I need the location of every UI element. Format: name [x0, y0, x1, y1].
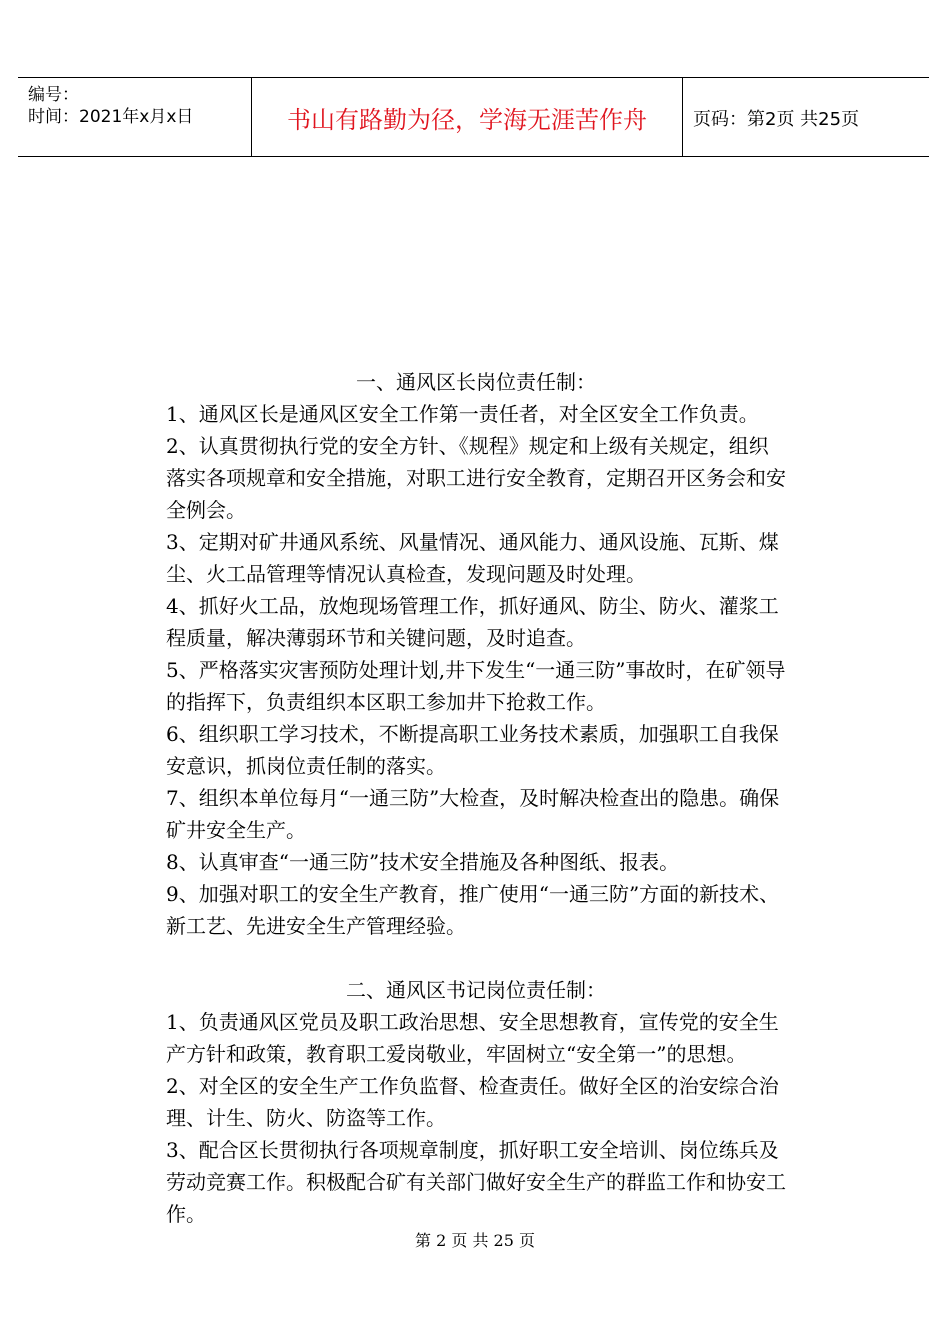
section-spacer [166, 942, 786, 974]
page-footer: 第 2 页 共 25 页 [415, 1231, 535, 1250]
page-header [18, 77, 929, 157]
document-time-label: 时间：2021年x月x日 [28, 107, 194, 127]
list-item: 2、认真贯彻执行党的安全方针、《规程》规定和上级有关规定，组织落实各项规章和安全措施，对职工进行安全教育，定期召开区务会和安全例会。 [166, 434, 786, 522]
list-item: 8、认真审查“一通三防”技术安全措施及各种图纸、报表。 [166, 850, 680, 874]
header-meta [28, 84, 193, 128]
header-motto: 书山有路勤为径，学海无涯苦作舟 [287, 106, 647, 134]
list-item: 1、负责通风区党员及职工政治思想、安全思想教育，宣传党的安全生产方针和政策，教育职工爱岗敬业，牢固树立“安全第一”的思想。 [166, 1010, 779, 1066]
list-item: 3、配合区长贯彻执行各项规章制度，抓好职工安全培训、岗位练兵及劳动竞赛工作。积极配合矿有关部门做好安全生产的群监工作和协安工作。 [166, 1138, 786, 1226]
section-title: 一、通风区长岗位责任制： [356, 370, 596, 394]
list-item: 6、组织职工学习技术，不断提高职工业务技术素质，加强职工自我保安意识，抓岗位责任制的落实。 [166, 722, 779, 778]
header-page-info: 页码：第2页 共25页 [693, 108, 860, 130]
document-body [166, 366, 786, 1230]
list-item: 7、组织本单位每月“一通三防”大检查，及时解决检查出的隐患。确保矿井安全生产。 [166, 786, 780, 842]
list-item: 3、定期对矿井通风系统、风量情况、通风能力、通风设施、瓦斯、煤尘、火工品管理等情况认真检查，发现问题及时处理。 [166, 530, 779, 586]
list-item: 2、对全区的安全生产工作负监督、检查责任。做好全区的治安综合治理、计生、防火、防盗等工作。 [166, 1074, 779, 1130]
list-item: 4、抓好火工品，放炮现场管理工作，抓好通风、防尘、防火、灌浆工程质量，解决薄弱环节和关键问题，及时追查。 [166, 594, 779, 650]
list-item: 5、严格落实灾害预防处理计划,井下发生“一通三防”事故时，在矿领导的指挥下，负责组织本区职工参加井下抢救工作。 [166, 658, 786, 714]
section-title: 二、通风区书记岗位责任制： [346, 978, 606, 1002]
header-divider [682, 78, 683, 157]
list-item: 1、通风区长是通风区安全工作第一责任者，对全区安全工作负责。 [166, 402, 759, 426]
document-number-label: 编号： [28, 85, 79, 105]
list-item: 9、加强对职工的安全生产教育，推广使用“一通三防”方面的新技术、新工艺、先进安全生产管理经验。 [166, 882, 780, 938]
